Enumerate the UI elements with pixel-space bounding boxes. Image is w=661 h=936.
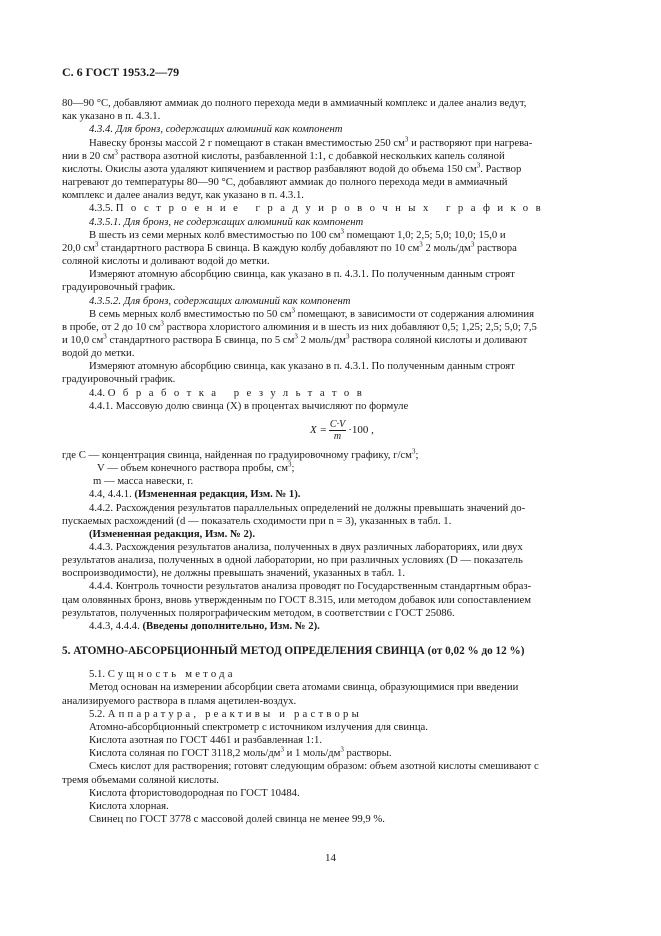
text-fragment: 4.4.3, 4.4.4.	[89, 619, 143, 632]
text-fragment: и растворяют при нагрева-	[408, 136, 533, 149]
text-line: результатов, полученных полярографическим методом, в соответствии с ГОСТ 25086.	[62, 606, 455, 619]
page-header: С. 6 ГОСТ 1953.2—79	[62, 65, 180, 79]
text-fragment: где С — концентрация свинца, найденная по градуировочному графику, г/см	[62, 448, 412, 461]
legend-line	[62, 475, 599, 488]
clause-number: 5.2.	[89, 707, 106, 720]
text-line: как указано в п. 4.3.1.	[62, 110, 161, 123]
text-fragment: нии в 20 см	[62, 149, 115, 162]
amendment-line	[62, 528, 599, 541]
list-item: Атомно-абсорбционный спектрометр с источником излучения для свинца.	[89, 720, 428, 733]
text-line	[62, 229, 599, 242]
clause-heading-spaced: Сущность метода	[107, 668, 236, 681]
text-line: пускаемых расхождений (d — показатель сходимости при n = 3), указанных в табл. 1.	[62, 514, 452, 527]
clause-heading-text: 4.3.4. Для бронз, содержащих алюминий как компонент	[89, 123, 343, 136]
list-item: Смесь кислот для растворения; готовят следующим образом: объем азотной кислоты смешивают с	[89, 760, 539, 773]
formula-numerator: C·V	[329, 418, 346, 430]
clause-heading-4-3-5-1	[62, 216, 599, 229]
superscript: 3	[476, 161, 481, 170]
text-line: градуировочный график.	[62, 281, 176, 294]
superscript: 3	[291, 306, 295, 315]
superscript: 3	[470, 240, 475, 249]
text-line: 4.4.2. Расхождения результатов параллельных определений не должны превышать значений до-	[89, 501, 526, 514]
formula	[62, 417, 599, 444]
text-fragment: помещают, в зависимости от содержания алюминия	[294, 307, 534, 320]
text-fragment: В шесть из семи мерных колб вместимостью по 100 см	[89, 228, 341, 241]
clause-number: 5.1.	[89, 668, 106, 681]
amendment-line	[62, 620, 599, 633]
superscript: 3	[340, 745, 344, 754]
amendment-note: (Введены дополнительно, Изм. № 2).	[142, 619, 320, 632]
text-fragment: растворы.	[343, 747, 392, 760]
page-number: 14	[325, 852, 336, 864]
text-line	[62, 137, 599, 150]
text-line	[62, 321, 599, 334]
text-line	[62, 334, 599, 347]
superscript: 3	[345, 332, 350, 341]
superscript: 3	[340, 227, 344, 236]
clause-heading-text: 4.3.5.1. Для бронз, не содержащих алюминий как компонент	[89, 215, 364, 228]
text-fragment: . Раствор	[480, 162, 522, 175]
text-line: результатов анализа, полученных в одной лаборатории, но при различных условиях (D — показатель	[62, 554, 523, 567]
text-fragment: стандартного раствора Б свинца, по 5 см	[106, 333, 295, 346]
formula-expression	[310, 419, 374, 442]
text-line: водой до метки.	[62, 347, 135, 360]
list-item: Кислота хлорная.	[89, 799, 169, 812]
formula-fraction	[329, 419, 346, 442]
text-fragment: ;	[415, 448, 419, 461]
text-line	[62, 308, 599, 321]
text-line	[62, 163, 599, 176]
text-line: соляной кислоты и доливают водой до метки.	[62, 255, 270, 268]
clause-number: 4.4.	[89, 386, 106, 399]
superscript: 3	[294, 332, 298, 341]
text-fragment: V — объем конечного раствора пробы, см	[97, 462, 288, 475]
text-fragment: раствора соляной кислоты и доливают	[349, 333, 528, 346]
text-line: Измеряют атомную абсорбцию свинца, как указано в п. 4.3.1. По полученным данным строят	[89, 360, 515, 373]
text-fragment: m — масса навески, г.	[93, 475, 194, 488]
formula-rhs: ·100 ,	[348, 423, 374, 436]
text-line: 4.4.1. Массовую долю свинца (X) в процентах вычисляют по формуле	[89, 399, 409, 412]
text-line: анализируемого раствора в пламя ацетилен-воздух.	[62, 694, 297, 707]
text-line: Измеряют атомную абсорбцию свинца, как указано в п. 4.3.1. По полученным данным строят	[89, 268, 515, 281]
text-fragment: 2 моль/дм	[297, 333, 346, 346]
amendment-note: (Измененная редакция, Изм. № 1).	[134, 488, 301, 501]
superscript: 3	[160, 319, 164, 328]
superscript: 3	[280, 745, 284, 754]
text-line: воспроизводимости), не должны превышать значений, указанных в табл. 1.	[62, 567, 405, 580]
section-title: 5. АТОМНО-АБСОРБЦИОННЫЙ МЕТОД ОПРЕДЕЛЕНИЯ СВИНЦА (от 0,02 % до 12 %)	[62, 645, 525, 658]
text-fragment: раствора азотной кислоты, разбавленной 1:1, с добавкой нескольких капель соляной	[117, 149, 505, 162]
clause-heading-spaced: Обработка результатов	[107, 386, 370, 399]
formula-lhs: X =	[310, 423, 327, 436]
list-item: Свинец по ГОСТ 3778 с массовой долей свинца не менее 99,9 %.	[89, 812, 385, 825]
text-line: 80—90 °С, добавляют аммиак до полного перехода меди в аммиачный комплекс и далее анализ ведут,	[62, 97, 527, 110]
text-line: градуировочный график.	[62, 373, 176, 386]
text-line: цам оловянных бронз, вновь утвержденным по ГОСТ 8.315, или методом добавок или сопоставлением	[62, 593, 532, 606]
text-fragment: Кислота соляная по ГОСТ 3118,2 моль/дм	[89, 747, 281, 760]
superscript: 3	[288, 460, 292, 469]
clause-heading-4-4	[62, 387, 599, 400]
text-fragment: 4.4, 4.4.1.	[89, 488, 135, 501]
amendment-line	[62, 488, 599, 501]
list-item: Кислота фтористоводородная по ГОСТ 10484.	[89, 786, 300, 799]
clause-heading-5-2	[62, 708, 599, 721]
text-line: нагревают до температуры 80—90 °С, добавляют аммиак до полного перехода меди в аммиачный	[62, 176, 508, 189]
text-line	[62, 150, 599, 163]
text-fragment: в пробе, от 2 до 10 см	[62, 320, 161, 333]
clause-heading-4-3-4	[62, 123, 599, 136]
superscript: 3	[114, 148, 118, 157]
clause-heading-spaced: Аппаратура, реактивы и растворы	[107, 707, 362, 720]
text-line: комплекс и далее анализ ведут, как указано в п. 4.3.1.	[62, 189, 304, 202]
text-fragment: кислоты. Окислы азота удаляют кипячением и раствор разбавляют водой до объема 150 см	[62, 162, 477, 175]
formula-denominator: m	[333, 430, 342, 442]
amendment-note: (Измененная редакция, Изм. № 2).	[89, 527, 256, 540]
superscript: 3	[419, 240, 423, 249]
text-fragment: Навеску бронзы массой 2 г помещают в стакан вместимостью 250 см	[89, 136, 405, 149]
clause-number: 4.3.5.	[89, 202, 114, 215]
text-fragment: и 10,0 см	[62, 333, 104, 346]
clause-heading-text: 4.3.5.2. Для бронз, содержащих алюминий как компонент	[89, 294, 351, 307]
text-fragment: ;	[291, 462, 295, 475]
list-item: Кислота азотная по ГОСТ 4461 и разбавленная 1:1.	[89, 734, 323, 747]
legend-line	[62, 449, 599, 462]
text-fragment: 2 моль/дм	[422, 241, 471, 254]
superscript: 3	[94, 240, 99, 249]
text-fragment: раствора	[474, 241, 517, 254]
text-line: тремя объемами соляной кислоты.	[62, 773, 219, 786]
text-line: 4.4.4. Контроль точности результатов анализа проводят по Государственным стандартным образ-	[89, 580, 532, 593]
legend-line	[62, 462, 599, 475]
text-fragment: раствора хлористого алюминия и в шесть из них добавляют 0,5; 1,25; 2,5; 5,0; 7,5	[163, 320, 537, 333]
text-line	[62, 242, 599, 255]
text-fragment: помещают 1,0; 2,5; 5,0; 10,0; 15,0 и	[343, 228, 506, 241]
superscript: 3	[103, 332, 107, 341]
list-item	[62, 747, 599, 760]
text-fragment: стандартного раствора Б свинца. В каждую колбу добавляют по 10 см	[98, 241, 420, 254]
superscript: 3	[411, 447, 416, 456]
clause-heading-spaced: Построение градуировочных графиков	[115, 202, 549, 215]
page-content	[62, 66, 599, 826]
text-line: 4.4.3. Расхождения результатов анализа, полученных в двух различных лабораториях, или двух	[89, 541, 523, 553]
text-fragment: В семь мерных колб вместимостью по 50 см	[89, 307, 292, 320]
clause-heading-5-1	[62, 668, 599, 681]
clause-heading-4-3-5	[62, 202, 599, 215]
superscript: 3	[404, 135, 409, 144]
text-fragment: и 1 моль/дм	[283, 747, 341, 760]
clause-heading-4-3-5-2	[62, 295, 599, 308]
text-fragment: 20,0 см	[62, 241, 95, 254]
text-line: Метод основан на измерении абсорбции света атомами свинца, образующимися при введении	[89, 681, 519, 694]
